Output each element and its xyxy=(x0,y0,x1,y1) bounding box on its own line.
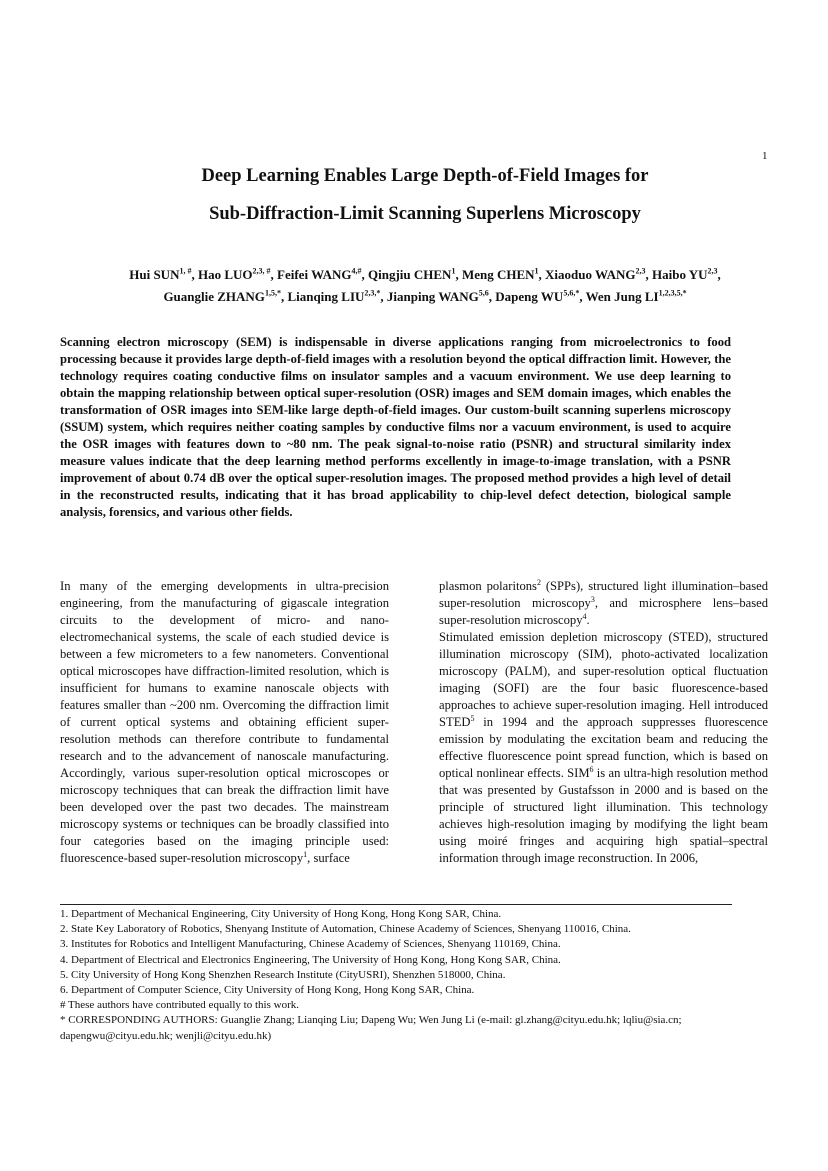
page-number: 1 xyxy=(762,150,768,162)
citation-ref: 6 xyxy=(589,764,594,774)
citation-ref: 5 xyxy=(470,713,475,723)
author: Qingjiu CHEN$^1$, xyxy=(368,267,462,283)
body-paragraph: Stimulated emission depletion microscopy (STED), structured illumination microscopy (SIM), photo-activated localization microscopy (PALM), and super-resolution optical fluctuation imaging (SOFI) are the four basic fluorescence-based approaches to achieve super-resolution imaging. Hell introduced STED$^5$ in 1994 and the approach suppresses fluorescence emission by modulating the excitation beam and reducing the effective fluorescence point spread function, which is based on optical nonlinear effects. SIM$^6$ is an ultra-high resolution method that was presented by Gustafsson in 2000 and is based on the principle of structured light illumination. This technology achieves high-resolution imaging by modifying the light beam using moiré fringes and acquiring high spatial–spectral information through image reconstruction. In 2006, xyxy=(439,630,768,865)
author: Wen Jung $LI^{1,2,3,5,*}$ xyxy=(585,288,687,304)
author-list xyxy=(60,263,790,306)
author: Jianping WANG$^{5,6}$, xyxy=(386,288,496,304)
footnote-affiliation-6: 6. Department of Computer Science, City University of Hong Kong, Hong Kong SAR, China. xyxy=(60,984,475,997)
citation-ref: 3 xyxy=(590,594,595,604)
footnote-affiliation-4: 4. Department of Electrical and Electronics Engineering, The University of Hong Kong, Hong Kong SAR, China. xyxy=(60,953,561,966)
paper-title-line-1: Deep Learning Enables Large Depth-of-Field Images for xyxy=(201,166,649,186)
author: Feifei $WANG^{4,\#}$, xyxy=(277,267,369,283)
paper-title-line-2: Sub-Diffraction-Limit Scanning Superlens Microscopy xyxy=(209,204,641,224)
body-column-left xyxy=(60,578,389,867)
citation-ref: 1 xyxy=(303,849,308,859)
author: Hui $SUN^{1, \#}$, xyxy=(129,267,198,283)
author: Hao $LUO^{2,3, \#}$, xyxy=(197,267,278,283)
body-paragraph: In many of the emerging developments in ultra-precision engineering, from the manufacturing of gigascale integration circuits to the development of micro- and nano-electromechanical systems, the scale of each studied device is between a few micrometers to a few nanometers. Conventional optical microscopes have diffraction-limited resolution, which is insufficient for humans to examine nanoscale objects with features smaller than ~200 nm. Overcoming the diffraction limit of current optical systems and obtaining efficient super-resolution methods can therefore contribute to fundamental research and to the advancement of nanoscale manufacturing. Accordingly, various super-resolution optical microscopes or microscopy techniques that can break the diffraction limit have been developed over the past two decades. The mainstream microscopy systems or techniques can be broadly classified into four categories based on the imaging principle used: fluorescence-based super-resolution microscopy$^1$, surface xyxy=(60,579,389,865)
footnote-affiliation-2: 2. State Key Laboratory of Robotics, Shenyang Institute of Automation, Chinese Academy of Sciences, Shenyang 110016, China. xyxy=(60,923,631,936)
citation-ref: 2 xyxy=(536,577,541,587)
author: Dapeng $WU^{5,6,*}$, xyxy=(495,288,586,304)
abstract: Scanning electron microscopy (SEM) is indispensable in diverse applications ranging from microelectronics to food processing because it provides large depth-of-field images with a resolution beyond the optical diffraction limit. However, the technology requires coating conductive films on insulator samples and a vacuum environment. We use deep learning to obtain the mapping relationship between optical super-resolution (OSR) images and SEM domain images, which enables the transformation of OSR images into SEM-like large depth-of-field images. Our custom-built scanning superlens microscopy (SSUM) system, which requires neither coating samples by conductive films nor a vacuum environment, is used to acquire the OSR images with features down to ~80 nm. The peak signal-to-noise ratio (PSNR) and structural similarity index measure values indicate that the deep learning method performs excellently in image-to-image translation, with a PSNR improvement of about 0.74 dB over the optical super-resolution images. The proposed method provides a high level of detail in the reconstructed results, indicating that it has broad applicability to chip-level defect detection, biological sample analysis, forensics, and various other fields. xyxy=(60,335,731,519)
footnote-corresponding-authors: * CORRESPONDING AUTHORS: Guanglie Zhang; Lianqing Liu; Dapeng Wu; Wen Jung Li (e-mail: gl.zhang@cityu.edu.hk; lqliu@sia.cn; dapengwu@cityu.edu.hk; wenjli@cityu.edu.hk) xyxy=(60,1014,682,1042)
author: Guanglie $ZHANG^{1,5,*}$, xyxy=(163,288,288,304)
author: Xiaoduo WANG$^{2,3}$, xyxy=(545,267,652,283)
author: Meng CHEN$^1$, xyxy=(461,267,546,283)
body-paragraph: plasmon polaritons$^2$ (SPPs), structured light illumination–based super-resolution microscopy$^3$, and microsphere lens–based super-resolution microscopy$^4$. xyxy=(439,577,769,627)
author: Haibo YU$^{2,3}$, xyxy=(651,267,721,283)
footnote-equal-contribution: # These authors have contributed equally to this work. xyxy=(60,999,299,1012)
citation-ref: 4 xyxy=(582,611,587,621)
footnote-affiliation-1: 1. Department of Mechanical Engineering, City University of Hong Kong, Hong Kong SAR, China. xyxy=(60,908,502,920)
footnote-affiliation-3: 3. Institutes for Robotics and Intelligent Manufacturing, Chinese Academy of Sciences, Shenyang 110169, China. xyxy=(60,938,561,951)
footnotes xyxy=(60,907,732,1044)
body-column-right xyxy=(439,578,768,867)
footnote-divider xyxy=(60,904,732,905)
author: Lianqing $LIU^{2,3,*}$, xyxy=(287,288,387,304)
footnote-affiliation-5: 5. City University of Hong Kong Shenzhen Research Institute (CityUSRI), Shenzhen 518000, China. xyxy=(60,968,506,981)
